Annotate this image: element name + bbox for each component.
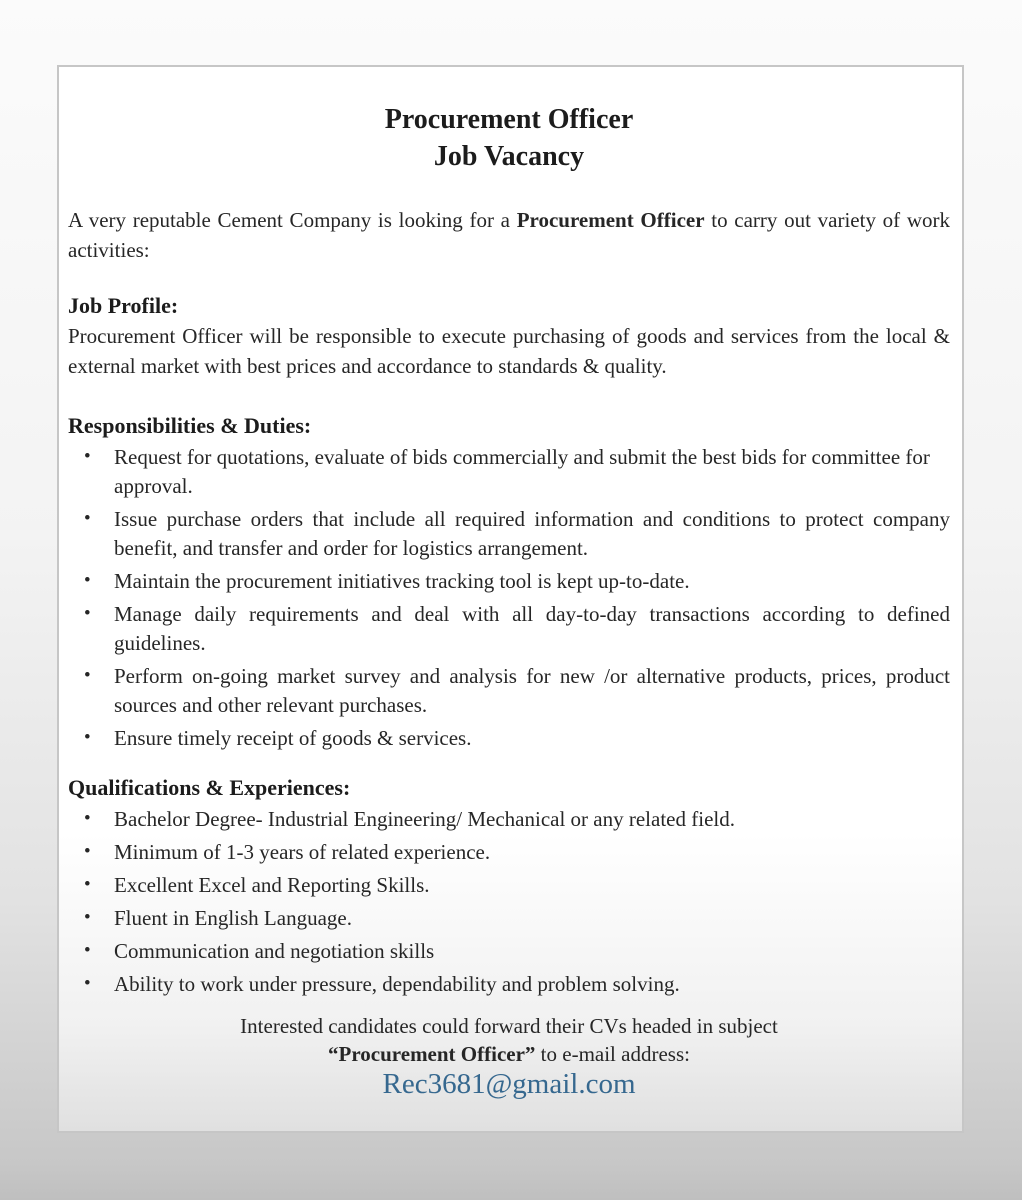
bullet-icon: • xyxy=(84,841,91,862)
bullet-icon: • xyxy=(84,603,91,624)
document-page xyxy=(57,65,964,1133)
qualifications-list xyxy=(68,805,950,999)
list-item-text: Perform on-going market survey and analysis for new /or alternative products, prices, product sources and other relevant purchases. xyxy=(114,664,950,717)
list-item xyxy=(68,838,950,867)
bullet-icon: • xyxy=(84,570,91,591)
bullet-icon: • xyxy=(84,907,91,928)
list-item xyxy=(68,567,950,596)
list-item xyxy=(68,937,950,966)
list-item-text: Minimum of 1-3 years of related experience. xyxy=(114,840,491,864)
bullet-icon: • xyxy=(84,446,91,467)
section-heading-qualifications: Qualifications & Experiences: xyxy=(68,775,351,800)
list-item-text: Maintain the procurement initiatives tracking tool is kept up-to-date. xyxy=(114,569,690,593)
list-item xyxy=(68,904,950,933)
bullet-icon: • xyxy=(84,940,91,961)
bullet-icon: • xyxy=(84,727,91,748)
list-item-text: Ability to work under pressure, dependability and problem solving. xyxy=(114,972,680,996)
page-title xyxy=(68,101,950,175)
page-title-line-2: Job Vacancy xyxy=(433,141,585,172)
list-item xyxy=(68,600,950,658)
footer xyxy=(68,1012,950,1101)
list-item-text: Bachelor Degree- Industrial Engineering/ Mechanical or any related field. xyxy=(114,807,735,831)
list-item xyxy=(68,662,950,720)
responsibilities-list xyxy=(68,443,950,753)
list-item xyxy=(68,505,950,563)
list-item xyxy=(68,805,950,834)
footer-line-1: Interested candidates could forward their CVs headed in subject xyxy=(240,1014,778,1038)
list-item-text: Communication and negotiation skills xyxy=(114,939,435,963)
email-link[interactable]: Rec3681@gmail.com xyxy=(382,1068,636,1100)
list-item xyxy=(68,724,950,753)
list-item-text: Issue purchase orders that include all required information and conditions to protect company benefit, and transfer and order for logistics arrangement. xyxy=(114,507,950,560)
intro-text-post: to carry out variety of work activities: xyxy=(68,208,950,262)
footer-subject-bold: “Procurement Officer” xyxy=(328,1042,536,1066)
bullet-icon: • xyxy=(84,808,91,829)
list-item xyxy=(68,443,950,501)
list-item-text: Ensure timely receipt of goods & services. xyxy=(114,726,472,750)
job-profile-paragraph: Procurement Officer will be responsible to execute purchasing of goods and services from the local & external market with best prices and accordance to standards & quality. xyxy=(68,324,950,378)
list-item-text: Excellent Excel and Reporting Skills. xyxy=(114,873,430,897)
page-title-line-1: Procurement Officer xyxy=(384,104,634,135)
footer-line-2-rest: to e-mail address: xyxy=(535,1042,690,1066)
section-heading-job-profile: Job Profile: xyxy=(68,293,179,318)
bullet-icon: • xyxy=(84,874,91,895)
bullet-icon: • xyxy=(84,973,91,994)
list-item xyxy=(68,970,950,999)
intro-text-pre: A very reputable Cement Company is looking for a xyxy=(68,208,517,232)
bullet-icon: • xyxy=(84,665,91,686)
bullet-icon: • xyxy=(84,508,91,529)
intro-paragraph xyxy=(68,205,950,265)
section-heading-responsibilities: Responsibilities & Duties: xyxy=(68,413,312,438)
footer-line-2 xyxy=(68,1040,950,1068)
list-item-text: Manage daily requirements and deal with all day-to-day transactions according to defined guidelines. xyxy=(114,602,950,655)
list-item-text: Fluent in English Language. xyxy=(114,906,352,930)
list-item-text: Request for quotations, evaluate of bids commercially and submit the best bids for committee for approval. xyxy=(114,445,930,498)
list-item xyxy=(68,871,950,900)
intro-text-bold: Procurement Officer xyxy=(516,208,705,232)
